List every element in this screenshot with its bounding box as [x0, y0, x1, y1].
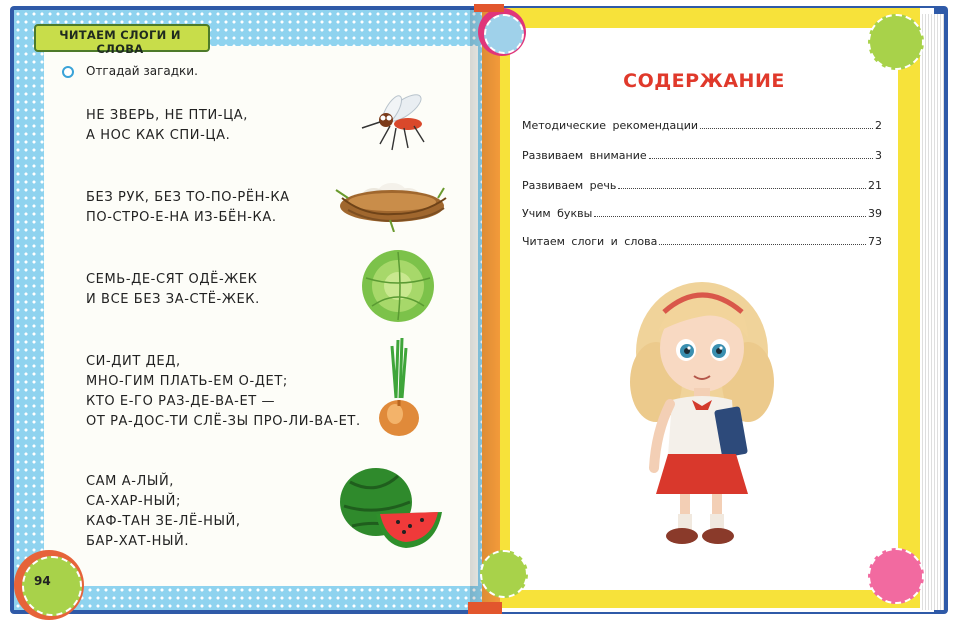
riddle-line: МНО-ГИМ ПЛАТЬ-ЕМ О-ДЕТ; [86, 374, 288, 389]
toc-entry-label: Читаем слоги и слова [522, 235, 658, 248]
riddle-line: НЕ ЗВЕРЬ, НЕ ПТИ-ЦА, [86, 108, 248, 123]
riddle-line: ОТ РА-ДОС-ТИ СЛЁ-ЗЫ ПРО-ЛИ-ВА-ЕТ. [86, 414, 361, 429]
riddle-line: БЕЗ РУК, БЕЗ ТО-ПО-РЁН-КА [86, 190, 290, 205]
riddle-line: СА-ХАР-НЫЙ; [86, 494, 181, 509]
riddle-text [86, 106, 248, 146]
toc-dot-leader [659, 244, 866, 245]
riddle-line: А НОС КАК СПИ-ЦА. [86, 128, 231, 143]
instruction-text: Отгадай загадки. [86, 64, 198, 78]
riddle-text [86, 352, 361, 432]
watermelon-icon [338, 462, 448, 552]
toc-dot-leader [649, 158, 873, 159]
toc-dot-leader [594, 216, 866, 217]
corner-decoration [480, 550, 528, 598]
toc-entry [522, 204, 882, 220]
riddle-line: КТО Е-ГО РАЗ-ДЕ-ВА-ЕТ — [86, 394, 276, 409]
section-tab-label: ЧИТАЕМ СЛОГИ И СЛОВА [59, 28, 181, 56]
toc-entry-page: 73 [868, 235, 882, 248]
toc-entry-label: Учим буквы [522, 207, 593, 220]
page-title: СОДЕРЖАНИЕ [623, 70, 785, 92]
bookmark-ribbon [474, 4, 504, 12]
toc-entry-page: 3 [875, 149, 882, 162]
toc-entry-page: 21 [868, 179, 882, 192]
riddle-line: СЕМЬ-ДЕ-СЯТ ОДЁ-ЖЕК [86, 272, 258, 287]
mosquito-icon [356, 82, 432, 154]
toc-entry [522, 176, 882, 192]
toc-entry [522, 146, 882, 162]
page-number-decoration [22, 556, 82, 616]
page-edges [920, 14, 944, 610]
bookmark-ribbon [468, 602, 502, 614]
page-number: 94 [34, 574, 51, 588]
toc-entry [522, 116, 882, 132]
riddle-text [86, 188, 290, 228]
toc-dot-leader [618, 188, 866, 189]
cabbage-icon [358, 248, 440, 324]
riddle-line: КАФ-ТАН ЗЕ-ЛЁ-НЫЙ, [86, 514, 241, 529]
toc-entry [522, 232, 882, 248]
corner-decoration [484, 14, 524, 54]
corner-decoration [868, 548, 924, 604]
toc-entry-label: Развиваем речь [522, 179, 617, 192]
toc-entry-page: 2 [875, 119, 882, 132]
riddle-line: САМ А-ЛЫЙ, [86, 474, 175, 489]
corner-decoration [868, 14, 924, 70]
toc-entry-label: Методические рекомендации [522, 119, 699, 132]
toc-dot-leader [700, 128, 873, 129]
riddle-line: СИ-ДИТ ДЕД, [86, 354, 181, 369]
nest-icon [334, 168, 456, 232]
riddle-line: И ВСЕ БЕЗ ЗА-СТЁ-ЖЕК. [86, 292, 260, 307]
toc-entry-label: Развиваем внимание [522, 149, 647, 162]
riddle-text [86, 472, 241, 552]
girl-illustration [616, 272, 786, 556]
riddle-line: ПО-СТРО-Е-НА ИЗ-БЁН-КА. [86, 210, 277, 225]
book-gutter-shadow [470, 8, 500, 610]
bullet-icon [62, 66, 74, 78]
toc-entry-page: 39 [868, 207, 882, 220]
riddle-line: БАР-ХАТ-НЫЙ. [86, 534, 190, 549]
riddle-text [86, 270, 260, 310]
onion-icon [372, 334, 426, 440]
